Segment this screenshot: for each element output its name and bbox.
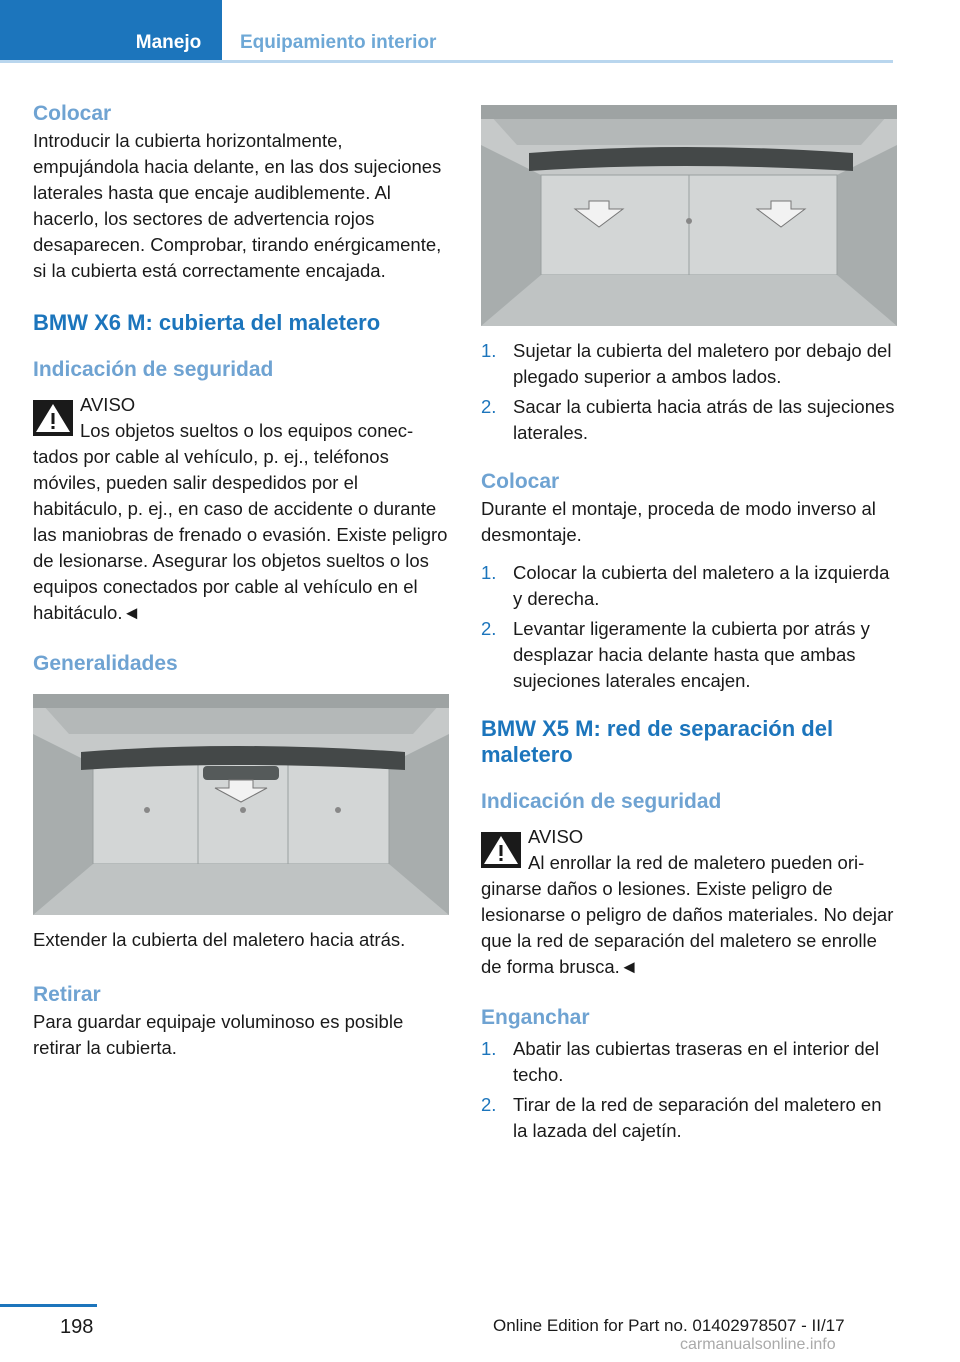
left-column bbox=[33, 100, 449, 1061]
steps-remove-list bbox=[481, 338, 897, 446]
step-text: Abatir las cubiertas traseras en el interior del techo. bbox=[513, 1038, 880, 1085]
step-text: Tirar de la red de separación del maletero en la lazada del cajetín. bbox=[513, 1094, 882, 1141]
tab-manejo[interactable]: Manejo bbox=[115, 0, 222, 60]
heading-x6-cubierta: BMW X6 M: cubierta del maletero bbox=[33, 310, 381, 335]
edition-note: Online Edition for Part no. 01402978507 - II/17 bbox=[493, 1316, 845, 1335]
list-item bbox=[481, 1092, 897, 1144]
retirar-text: Para guardar equipaje voluminoso es posible retirar la cubierta. bbox=[33, 1011, 404, 1058]
heading-colocar: Colocar bbox=[33, 102, 112, 125]
heading-seguridad-right: Indicación de seguridad bbox=[481, 790, 722, 813]
colocar-right-text: Durante el montaje, proceda de modo inverso al desmontaje. bbox=[481, 498, 876, 545]
list-item bbox=[481, 560, 897, 612]
tab-equipamiento-interior[interactable]: Equipamiento interior bbox=[240, 32, 437, 53]
warning-block bbox=[33, 392, 449, 626]
warning-triangle-icon bbox=[481, 832, 521, 868]
right-column bbox=[481, 105, 897, 1148]
step-text: Sacar la cubierta hacia atrás de las sujeciones laterales. bbox=[513, 396, 895, 443]
trunk-illustration bbox=[33, 694, 449, 915]
image-caption: Extender la cubierta del maletero hacia atrás. bbox=[33, 929, 406, 950]
steps-install-list bbox=[481, 560, 897, 694]
step-number: 1. bbox=[481, 562, 497, 583]
step-text: Sujetar la cubierta del maletero por debajo del plegado superior a ambos lados. bbox=[513, 340, 892, 387]
warning-triangle-icon bbox=[33, 400, 73, 436]
step-number: 2. bbox=[481, 396, 497, 417]
steps-hook-list bbox=[481, 1036, 897, 1144]
heading-colocar-right: Colocar bbox=[481, 470, 560, 493]
heading-retirar: Retirar bbox=[33, 983, 101, 1006]
colocar-text: Introducir la cubierta horizontalmente, empujándola hacia delante, en las dos sujeciones laterales hasta que encaje audiblemente. Al hacerlo, los sectores de advertencia rojos desaparecen. Comprobar, tirando enérgicamente, si la cubierta está correctamente encajada. bbox=[33, 130, 442, 281]
trunk-illustration-remove bbox=[481, 105, 897, 326]
step-number: 1. bbox=[481, 1038, 497, 1059]
step-text: Levantar ligeramente la cubierta por atrás y desplazar hacia delante hasta que ambas sujeciones laterales encajen. bbox=[513, 618, 870, 691]
list-item bbox=[481, 394, 897, 446]
list-item bbox=[481, 1036, 897, 1088]
page-number: 198 bbox=[60, 1316, 94, 1338]
step-number: 1. bbox=[481, 340, 497, 361]
heading-x5-red: BMW X5 M: red de separación del maletero bbox=[481, 716, 834, 767]
watermark-site: carmanualsonline.info bbox=[680, 1336, 836, 1353]
list-item bbox=[481, 338, 897, 390]
trunk-cover-remove-image bbox=[481, 105, 897, 326]
trunk-cover-image bbox=[33, 694, 449, 915]
header-rule bbox=[0, 60, 893, 63]
warning-text: tados por cable al vehículo, p. ej., teléfonos móviles, pueden salir despedidos por el habitáculo, p. ej., en caso de accidente o durante las maniobras de frenado o evasión. Existe peligro de lesionarse. Asegurar los objetos sueltos o los equipos conectados por cable al vehículo en el habitáculo.◄ bbox=[33, 446, 448, 623]
warning-first-line: Al enrollar la red de maletero pueden ori- bbox=[528, 852, 865, 873]
list-item bbox=[481, 616, 897, 694]
heading-enganchar: Enganchar bbox=[481, 1006, 590, 1029]
footer-rule bbox=[0, 1304, 97, 1307]
heading-generalidades: Generalidades bbox=[33, 652, 178, 675]
step-text: Colocar la cubierta del maletero a la izquierda y derecha. bbox=[513, 562, 890, 609]
warning-title: AVISO bbox=[528, 826, 584, 847]
page-header bbox=[0, 0, 960, 64]
step-number: 2. bbox=[481, 1094, 497, 1115]
warning-first-line: Los objetos sueltos o los equipos conec- bbox=[80, 420, 414, 441]
heading-seguridad: Indicación de seguridad bbox=[33, 358, 274, 381]
step-number: 2. bbox=[481, 618, 497, 639]
warning-title: AVISO bbox=[80, 394, 136, 415]
warning-block-right bbox=[481, 824, 897, 980]
warning-text: ginarse daños o lesiones. Existe peligro de lesionarse o peligro de daños materiales. No dejar que la red de separación del maletero se enrolle de forma brusca.◄ bbox=[481, 878, 894, 977]
